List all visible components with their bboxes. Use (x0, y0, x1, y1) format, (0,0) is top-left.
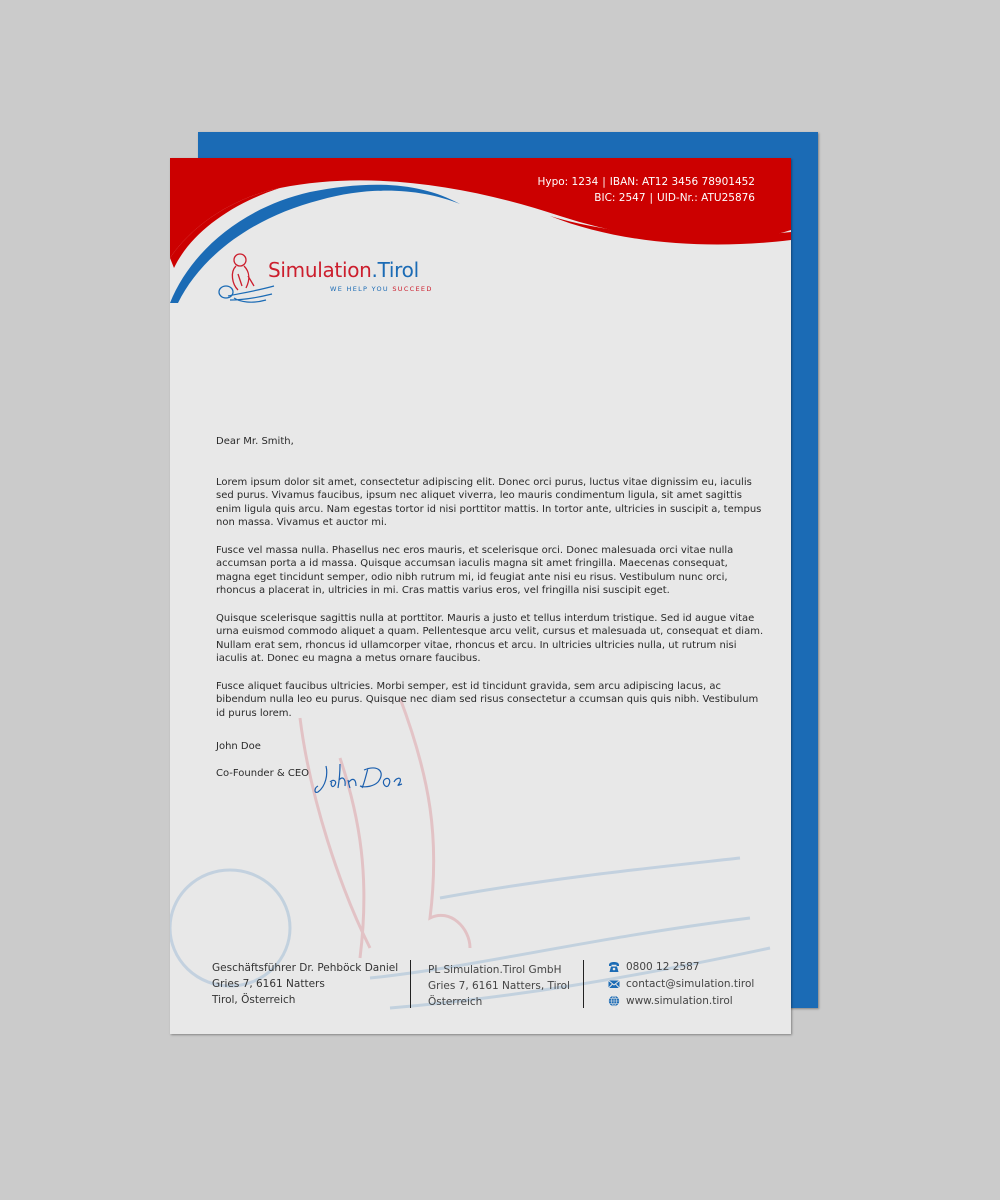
contact-block (608, 958, 754, 1009)
phone-icon (608, 961, 620, 973)
website-link[interactable]: www.simulation.tirol (626, 994, 733, 1007)
bic: BIC: 2547 (594, 192, 646, 204)
tagline-part1: WE HELP YOU (330, 285, 393, 293)
footer-line: Geschäftsführer Dr. Pehböck Daniel (212, 962, 399, 974)
globe-icon (608, 995, 620, 1007)
sender-title: Co-Founder & CEO (216, 768, 310, 780)
footer-line: Gries 7, 6161 Natters (212, 978, 325, 990)
contact-website (608, 992, 754, 1009)
hypo-number: Hypo: 1234 (537, 176, 599, 188)
paragraph-4: Fusce aliquet faucibus ultricies. Morbi semper, est id tincidunt gravida, sem arcu adipiscing lacus, ac bibendum nulla leo eu purus. Quisque nec diam sed risus consectetur a ccumsan quis quis nibh. Vestibulum id purus lorem. (216, 680, 759, 719)
managing-director-block (212, 960, 398, 1008)
handwritten-signature (312, 760, 408, 800)
letterhead-page (170, 158, 791, 1034)
logo-tagline (330, 285, 433, 293)
uid-number: UID-Nr.: ATU25876 (657, 192, 755, 204)
contact-email (608, 975, 754, 992)
company-address-block (428, 962, 570, 1010)
greeting: Dear Mr. Smith, (216, 436, 294, 447)
company-logo (216, 250, 446, 310)
paragraph-3: Quisque scelerisque sagittis nulla at porttitor. Mauris a justo et tellus interdum tristique. Sed id augue vitae urna euismod commodo aliquet a quam. Pellentesque arcu velit, cursus et malesuada ut, consequat et diam. Nullam erat sem, rhoncus id ullamcorper vitae, rhoncus et arcu. In ultricies ultricies nulla, ut rutrum nisi iaculis at. Donec eu magna a metus ornare faucibus. (216, 612, 764, 665)
bank-line-1 (537, 174, 755, 190)
sender-name: John Doe (216, 741, 261, 753)
separator: | (649, 192, 654, 204)
logo-wordmark (268, 258, 419, 282)
paragraph-2: Fusce vel massa nulla. Phasellus nec eros mauris, et scelerisque orci. Donec malesuada orci vitae nulla accumsan porta a id massa. Quisque accumsan iaculis magna sit amet fringilla. Maecenas consequat, magna eget tincidunt semper, odio nibh rutrum mi, id feugiat ante nisi eu risus. Vestibulum nunc orci, rhoncus a placerat in, ultricies in mi. Cras mattis varius eros, vel fringilla nisi suscipit eget. (216, 544, 734, 597)
cpr-figure-icon (216, 250, 276, 310)
footer-divider (410, 960, 411, 1008)
footer-line: Österreich (428, 996, 483, 1008)
footer-line: PL Simulation.Tirol GmbH (428, 964, 562, 976)
contact-phone (608, 958, 754, 975)
signoff (216, 740, 764, 781)
tagline-part2: SUCCEED (392, 285, 433, 293)
letter-body (216, 435, 764, 795)
logo-name-tld: Tirol (377, 258, 419, 282)
iban: IBAN: AT12 3456 78901452 (609, 176, 755, 188)
phone-number[interactable]: 0800 12 2587 (626, 960, 700, 973)
logo-name-main: Simulation (268, 258, 372, 282)
footer-divider (583, 960, 584, 1008)
footer-line: Tirol, Österreich (212, 994, 296, 1006)
envelope-icon (608, 978, 620, 990)
paragraph-1: Lorem ipsum dolor sit amet, consectetur adipiscing elit. Donec orci purus, luctus vitae dignissim eu, iaculis sed purus. Vivamus faucibus, ipsum nec aliquet viverra, leo mauris condimentum ligula, sit amet sagittis enim ligula quis arcu. Nam egestas tortor id nisi porttitor mattis. In tortor ante, ultricies in suscipit a, tempus non massa. Vivamus et auctor mi. (216, 476, 762, 529)
footer-line: Gries 7, 6161 Natters, Tirol (428, 980, 570, 992)
email-link[interactable]: contact@simulation.tirol (626, 977, 755, 990)
bank-info (537, 174, 755, 206)
separator: | (602, 176, 606, 188)
logo-name-dot: . (371, 258, 378, 282)
bank-line-2 (537, 190, 755, 206)
letterhead-footer (212, 958, 772, 1010)
